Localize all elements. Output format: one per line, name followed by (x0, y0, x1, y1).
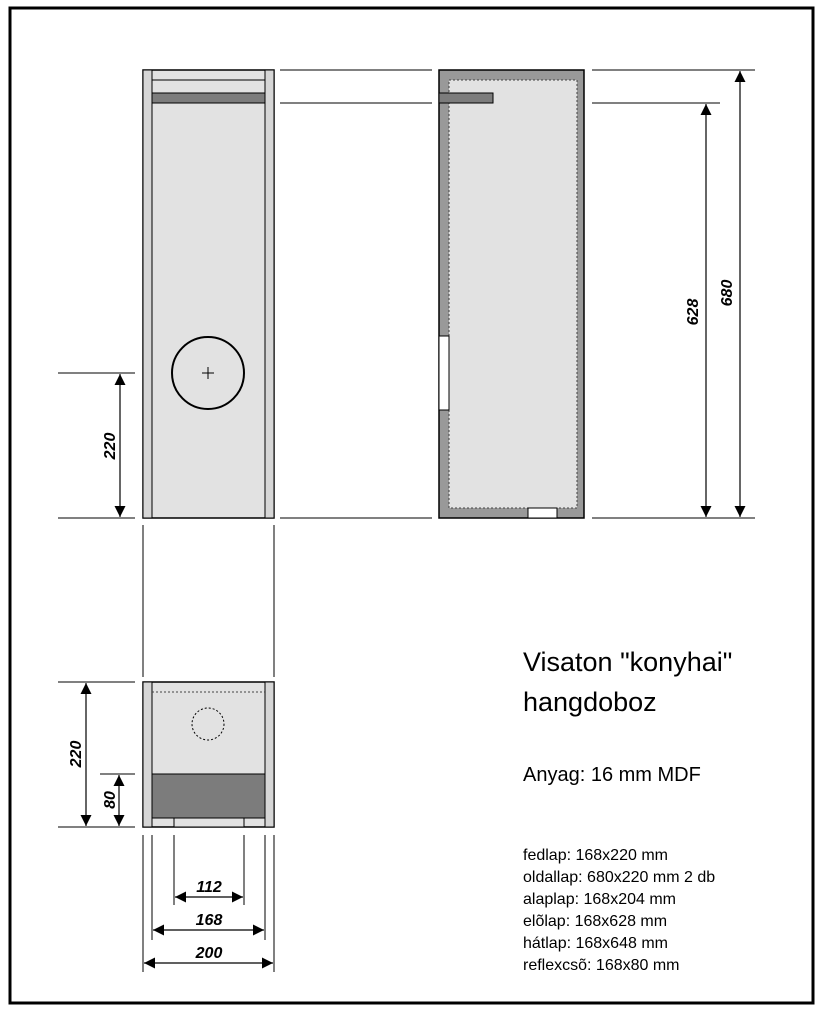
dim-label-inner-width: 168 (195, 912, 223, 929)
side-top-panel-edge (439, 93, 493, 103)
dim-label-total-height: 680 (719, 279, 736, 307)
side-inner-cavity (449, 80, 577, 508)
front-left-side-wall (143, 70, 152, 518)
bottom-right-side-wall (265, 682, 274, 827)
bottom-left-side-wall (143, 682, 152, 827)
reflex-port-panel (152, 774, 265, 818)
dim-label-reflex-height: 80 (102, 791, 119, 809)
part-item: fedlap: 168x220 mm (523, 847, 668, 864)
front-right-side-wall (265, 70, 274, 518)
dim-label-outer-width: 200 (195, 945, 223, 962)
title-line-2: hangdoboz (523, 687, 657, 717)
part-item: elõlap: 168x628 mm (523, 913, 668, 930)
title-line-1: Visaton "konyhai" (523, 647, 733, 677)
dim-label-port-height: 220 (102, 432, 119, 460)
front-view (143, 70, 274, 518)
bottom-view (143, 682, 274, 827)
dim-label-front-panel-height: 628 (685, 298, 702, 326)
part-item: reflexcsõ: 168x80 mm (523, 957, 680, 974)
part-item: oldallap: 680x220 mm 2 db (523, 869, 716, 886)
material-label: Anyag: 16 mm MDF (523, 764, 701, 786)
front-top-panel (152, 93, 265, 103)
bottom-port-opening (174, 818, 244, 827)
dim-label-bottom-depth: 220 (68, 740, 85, 768)
page-frame (10, 8, 813, 1003)
part-item: hátlap: 168x648 mm (523, 935, 668, 952)
parts-list (523, 847, 715, 974)
dim-label-port-width: 112 (196, 879, 222, 896)
side-view (439, 70, 584, 518)
side-driver-opening (439, 336, 449, 410)
part-item: alaplap: 168x204 mm (523, 891, 676, 908)
front-panel (143, 70, 274, 518)
side-port-opening (528, 508, 557, 518)
